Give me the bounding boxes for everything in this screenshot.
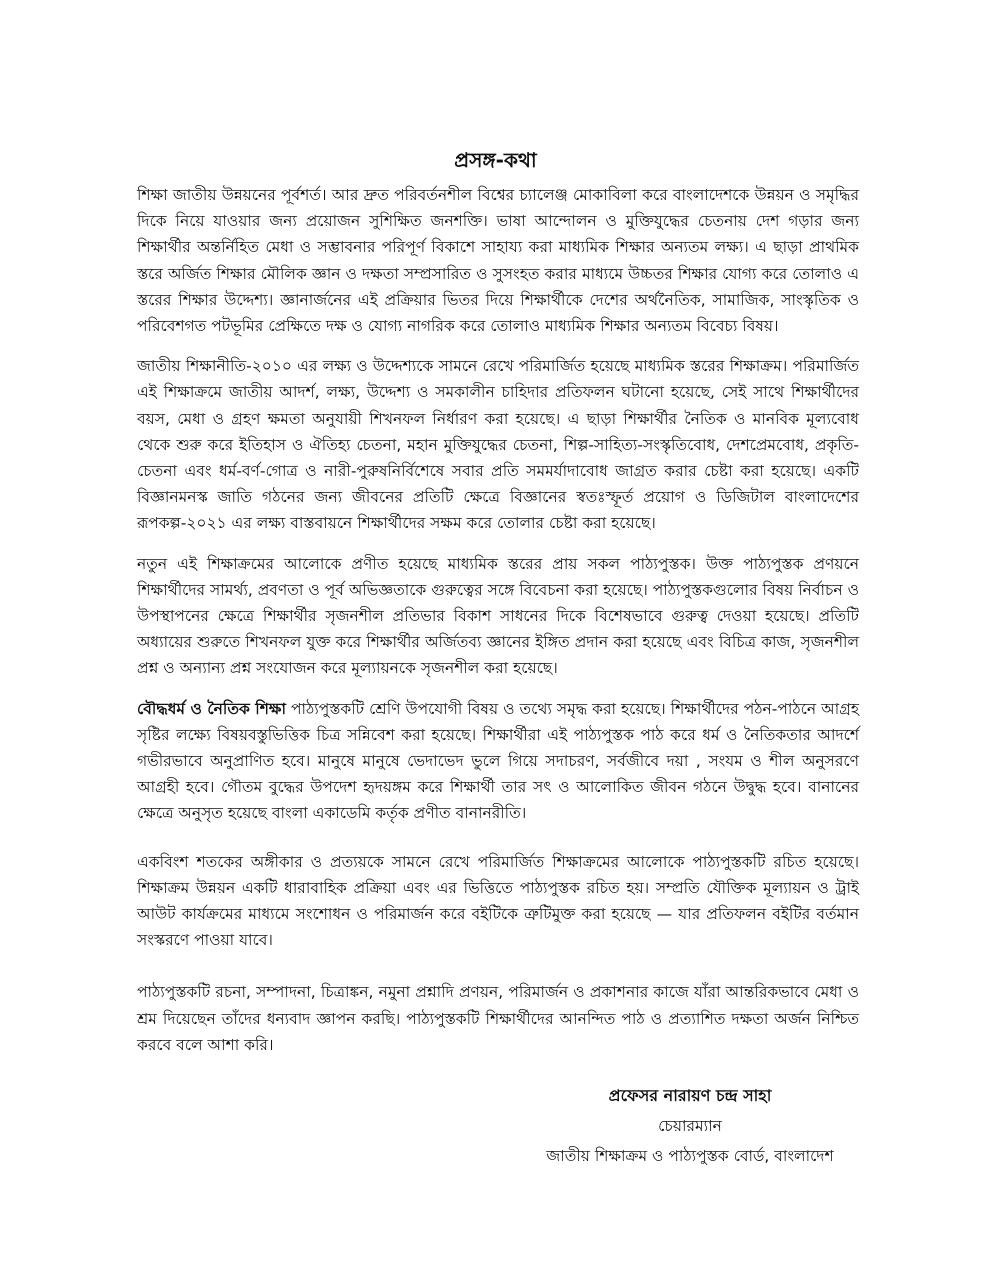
signatory-organization: জাতীয় শিক্ষাক্রম ও পাঠ্যপুস্তক বোর্ড, বাংলাদেশ <box>546 1147 834 1165</box>
paragraph-2: জাতীয় শিক্ষানীতি-২০১০ এর লক্ষ্য ও উদ্দেশ্যকে সামনে রেখে পরিমার্জিত হয়েছে মাধ্যমিক স্তরের শিক্ষাক্রম। পরিমার্জিত এই শিক্ষাক্রমে জাতীয় আদর্শ, লক্ষ্য, উদ্দেশ্য ও সমকালীন চাহিদার প্রতিফলন ঘটানো হয়েছে, সেই সাথে শিক্ষার্থীদের বয়স, মেধা ও গ্রহণ ক্ষমতা অনুযায়ী শিখনফল নির্ধারণ করা হয়েছে। এ ছাড়া শিক্ষার্থীর নৈতিক ও মানবিক মূল্যবোধ থেকে শুরু করে ইতিহাস ও ঐতিহ্য চেতনা, মহান মুক্তিযুদ্ধের চেতনা, শিল্প-সাহিত্য-সংস্কৃতিবোধ, দেশপ্রেমবোধ, প্রকৃতি-চেতনা এবং ধর্ম-বর্ণ-গোত্র ও নারী-পুরুষনির্বিশেষে সবার প্রতি সমমর্যাদাবোধ জাগ্রত করার চেষ্টা করা হয়েছে। একটি বিজ্ঞানমনস্ক জাতি গঠনের জন্য জীবনের প্রতিটি ক্ষেত্রে বিজ্ঞানের স্বতঃস্ফূর্ত প্রয়োগ ও ডিজিটাল বাংলাদেশের রূপকল্প-২০২১ এর লক্ষ্য বাস্তবায়নে শিক্ষার্থীদের সক্ষম করে তোলার চেষ্টা করা হয়েছে। <box>137 357 859 533</box>
signatory-name: প্রফেসর নারায়ণ চন্দ্র সাহা <box>608 1086 772 1105</box>
paragraph-1: শিক্ষা জাতীয় উন্নয়নের পূর্বশর্ত। আর দ্রুত পরিবর্তনশীল বিশ্বের চ্যালেঞ্জ মোকাবিলা করে বাংলাদেশকে উন্নয়ন ও সমৃদ্ধির দিকে নিয়ে যাওয়ার জন্য প্রয়োজন সুশিক্ষিত জনশক্তি। ভাষা আন্দোলন ও মুক্তিযুদ্ধের চেতনায় দেশ গড়ার জন্য শিক্ষার্থীর অন্তর্নিহিত মেধা ও সম্ভাবনার পরিপূর্ণ বিকাশে সাহায্য করা মাধ্যমিক শিক্ষার অন্যতম লক্ষ্য। এ ছাড়া প্রাথমিক স্তরে অর্জিত শিক্ষার মৌলিক জ্ঞান ও দক্ষতা সম্প্রসারিত ও সুসংহত করার মাধ্যমে উচ্চতর শিক্ষার যোগ্য করে তোলাও এ স্তরের শিক্ষার উদ্দেশ্য। জ্ঞানার্জনের এই প্রক্রিয়ার ভিতর দিয়ে শিক্ষার্থীকে দেশের অর্থনৈতিক, সামাজিক, সাংস্কৃতিক ও পরিবেশগত পটভূমির প্রেক্ষিতে দক্ষ ও যোগ্য নাগরিক করে তোলাও মাধ্যমিক শিক্ষার অন্যতম বিবেচ্য বিষয়। <box>137 186 859 336</box>
paragraph-6: পাঠ্যপুস্তকটি রচনা, সম্পাদনা, চিত্রাঙ্কন, নমুনা প্রশ্নাদি প্রণয়ন, পরিমার্জন ও প্রকাশনার কাজে যাঁরা আন্তরিকভাবে মেধা ও শ্রম দিয়েছেন তাঁদের ধন্যবাদ জ্ঞাপন করছি। পাঠ্যপুস্তকটি শিক্ষার্থীদের আনন্দিত পাঠ ও প্রত্যাশিত দক্ষতা অর্জন নিশ্চিত করবে বলে আশা করি। <box>137 983 859 1054</box>
page-title: প্রসঙ্গ-কথা <box>454 148 537 172</box>
paragraph-4 <box>137 696 859 827</box>
paragraph-3: নতুন এই শিক্ষাক্রমের আলোকে প্রণীত হয়েছে মাধ্যমিক স্তরের প্রায় সকল পাঠ্যপুস্তক। উক্ত পাঠ্যপুস্তক প্রণয়নে শিক্ষার্থীদের সামর্থ্য, প্রবণতা ও পূর্ব অভিজ্ঞতাকে গুরুত্বের সঙ্গে বিবেচনা করা হয়েছে। পাঠ্যপুস্তকগুলোর বিষয় নির্বাচন ও উপস্থাপনের ক্ষেত্রে শিক্ষার্থীর সৃজনশীল প্রতিভার বিকাশ সাধনের দিকে বিশেষভাবে গুরুত্ব দেওয়া হয়েছে। প্রতিটি অধ্যায়ের শুরুতে শিখনফল যুক্ত করে শিক্ষার্থীর অর্জিতব্য জ্ঞানের ইঙ্গিত প্রদান করা হয়েছে এবং বিচিত্র কাজ, সৃজনশীল প্রশ্ন ও অন্যান্য প্রশ্ন সংযোজন করে মূল্যায়নকে সৃজনশীল করা হয়েছে। <box>137 554 859 678</box>
body-text <box>137 182 859 1072</box>
book-title-inline: বৌদ্ধধর্ম ও নৈতিক শিক্ষা <box>137 699 286 718</box>
signatory-role: চেয়ারম্যান <box>658 1117 722 1135</box>
signature-block <box>520 1083 860 1169</box>
paragraph-5: একবিংশ শতকের অঙ্গীকার ও প্রত্যয়কে সামনে রেখে পরিমার্জিত শিক্ষাক্রমের আলোকে পাঠ্যপুস্তকটি রচিত হয়েছে। শিক্ষাক্রম উন্নয়ন একটি ধারাবাহিক প্রক্রিয়া এবং এর ভিত্তিতে পাঠ্যপুস্তক রচিত হয়। সম্প্রতি যৌক্তিক মূল্যায়ন ও ট্রাই আউট কার্যক্রমের মাধ্যমে সংশোধন ও পরিমার্জন করে বইটিকে ত্রুটিমুক্ত করা হয়েছে — যার প্রতিফলন বইটির বর্তমান সংস্করণে পাওয়া যাবে। <box>137 852 859 950</box>
paragraph-4-text: পাঠ্যপুস্তকটি শ্রেণি উপযোগী বিষয় ও তথ্যে সমৃদ্ধ করা হয়েছে। শিক্ষার্থীদের পঠন-পাঠনে আগ্রহ সৃষ্টির লক্ষ্যে বিষয়বস্তুভিত্তিক চিত্র সন্নিবেশ করা হয়েছে। শিক্ষার্থীরা এই পাঠ্যপুস্তক পাঠ করে ধর্ম ও নৈতিকতার আদর্শে গভীরভাবে অনুপ্রাণিত হবে। মানুষে মানুষে ভেদাভেদ ভুলে গিয়ে সদাচরণ, সর্বজীবে দয়া , সংযম ও শীল অনুসরণে আগ্রহী হবে। গৌতম বুদ্ধের উপদেশ হৃদয়ঙ্গম করে শিক্ষার্থী তার সৎ ও আলোকিত জীবন গঠনে উদ্বুদ্ধ হবে। বানানের ক্ষেত্রে অনুসৃত হয়েছে বাংলা একাডেমি কর্তৃক প্রণীত বানানরীতি। <box>137 699 859 823</box>
